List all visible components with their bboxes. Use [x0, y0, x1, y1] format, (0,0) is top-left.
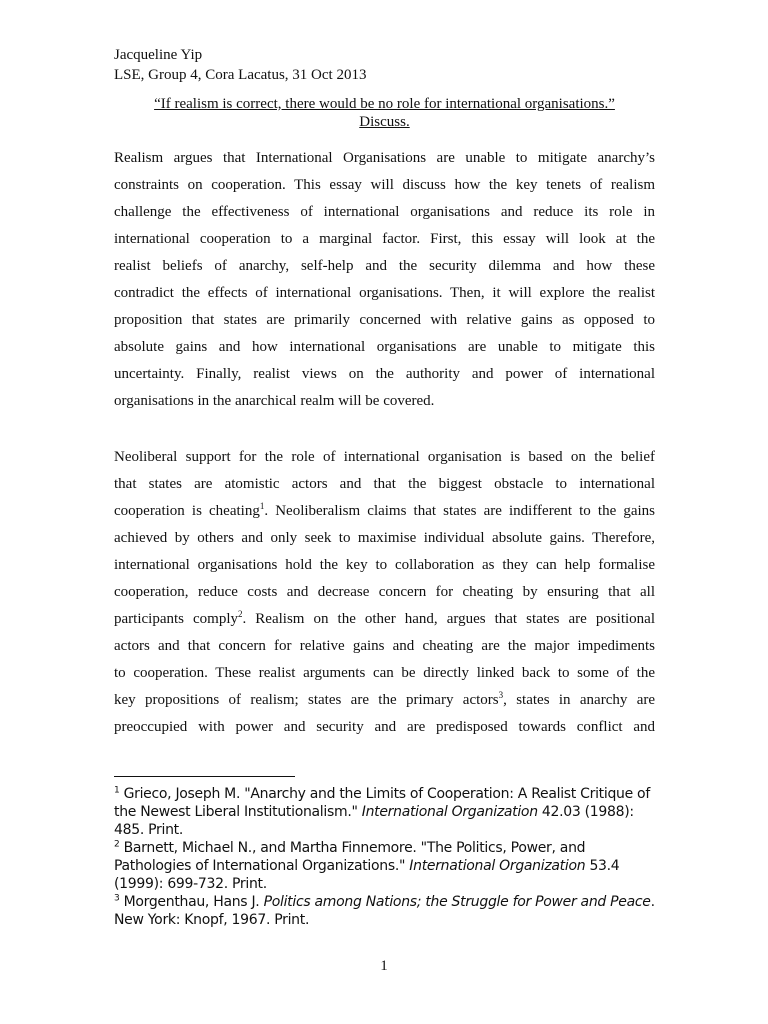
paragraph-1-line: absolute gains and how international organisations are unable to mitigate this [114, 339, 655, 355]
footnote-journal: International Organization [409, 858, 586, 874]
footnote-text: Grieco, Joseph M. "Anarchy and the Limits of Cooperation: A Realist Critique of the Newest Liberal Institutionalism." [114, 786, 650, 820]
paragraph-1-line: international cooperation to a marginal factor. First, this essay will look at the [114, 231, 655, 247]
paragraph-1-line: uncertainty. Finally, realist views on the authority and power of international [114, 366, 655, 382]
text-run: cooperation is cheating [114, 503, 260, 519]
paragraph-2-line: actors and that concern for relative gains and cheating are the major impediments [114, 638, 655, 654]
author-name: Jacqueline Yip [114, 47, 203, 63]
text-run: , states in anarchy are [503, 692, 656, 708]
footnote-separator [114, 776, 295, 777]
header-block [114, 45, 366, 85]
paragraph-2-line: to cooperation. These realist arguments can be directly linked back to some of the [114, 665, 655, 681]
text-run: key propositions of realism; states are the primary actors [114, 692, 499, 708]
paragraph-2-line: international organisations hold the key to collaboration as they can help formalise [114, 557, 655, 573]
essay-title [114, 95, 655, 131]
essay-title-line-2: Discuss. [359, 114, 410, 130]
paragraph-2-line: that states are atomistic actors and that the biggest obstacle to international [114, 476, 655, 492]
footnote-3 [114, 893, 655, 929]
footnote-number: 2 [114, 839, 120, 850]
footnote-journal: International Organization [361, 804, 538, 820]
footnotes [114, 785, 655, 929]
footnote-number: 1 [114, 785, 120, 796]
footnote-ref-2: 2 [238, 609, 243, 619]
footnote-book: Politics among Nations; the Struggle for Power and Peace [263, 894, 651, 910]
course-info: LSE, Group 4, Cora Lacatus, 31 Oct 2013 [114, 67, 367, 83]
paragraph-2 [114, 444, 655, 741]
footnote-1 [114, 785, 655, 839]
paragraph-1-line: contradict the effects of international organisations. Then, it will explore the realist [114, 285, 655, 301]
paragraph-2-line: Neoliberal support for the role of international organisation is based on the belief [114, 449, 655, 465]
paragraph-1-line: proposition that states are primarily concerned with relative gains as opposed to [114, 312, 655, 328]
paragraph-2-line [114, 687, 655, 714]
paragraph-2-line: achieved by others and only seek to maximise individual absolute gains. Therefore, [114, 530, 655, 546]
footnote-text: 42.03 (1988): 485. Print. [114, 804, 634, 838]
text-run: participants comply [114, 611, 239, 627]
paragraph-1-line: constraints on cooperation. This essay will discuss how the key tenets of realism [114, 177, 655, 193]
paragraph-1-line: organisations in the anarchical realm will be covered. [114, 393, 435, 409]
page-number: 1 [380, 958, 388, 974]
footnote-text: . New York: Knopf, 1967. Print. [114, 894, 655, 928]
paragraph-1-line: realist beliefs of anarchy, self-help and the security dilemma and how these [114, 258, 655, 274]
footnote-text: Morgenthau, Hans J. [119, 894, 264, 910]
footnote-2 [114, 839, 655, 893]
paragraph-2-line [114, 498, 655, 525]
text-run: . Neoliberalism claims that states are indifferent to the gains [264, 503, 655, 519]
paragraph-2-line: preoccupied with power and security and are predisposed towards conflict and [114, 719, 655, 735]
paragraph-2-line [114, 606, 655, 633]
paragraph-2-line: cooperation, reduce costs and decrease concern for cheating by ensuring that all [114, 584, 655, 600]
paragraph-1-line: challenge the effectiveness of international organisations and reduce its role in [114, 204, 655, 220]
text-run: . Realism on the other hand, argues that states are positional [242, 611, 656, 627]
footnote-text: 53.4 (1999): 699-732. Print. [114, 858, 620, 892]
paragraph-1 [114, 145, 655, 415]
footnote-ref-1: 1 [259, 501, 265, 511]
paragraph-1-line: Realism argues that International Organisations are unable to mitigate anarchy’s [114, 150, 655, 166]
footnote-text: Barnett, Michael N., and Martha Finnemore. "The Politics, Power, and Pathologies of International Organizations." [114, 840, 586, 874]
footnote-number: 3 [114, 893, 120, 904]
essay-title-line-1: “If realism is correct, there would be no role for international organisations.” [154, 96, 615, 112]
footnote-ref-3: 3 [498, 690, 504, 700]
